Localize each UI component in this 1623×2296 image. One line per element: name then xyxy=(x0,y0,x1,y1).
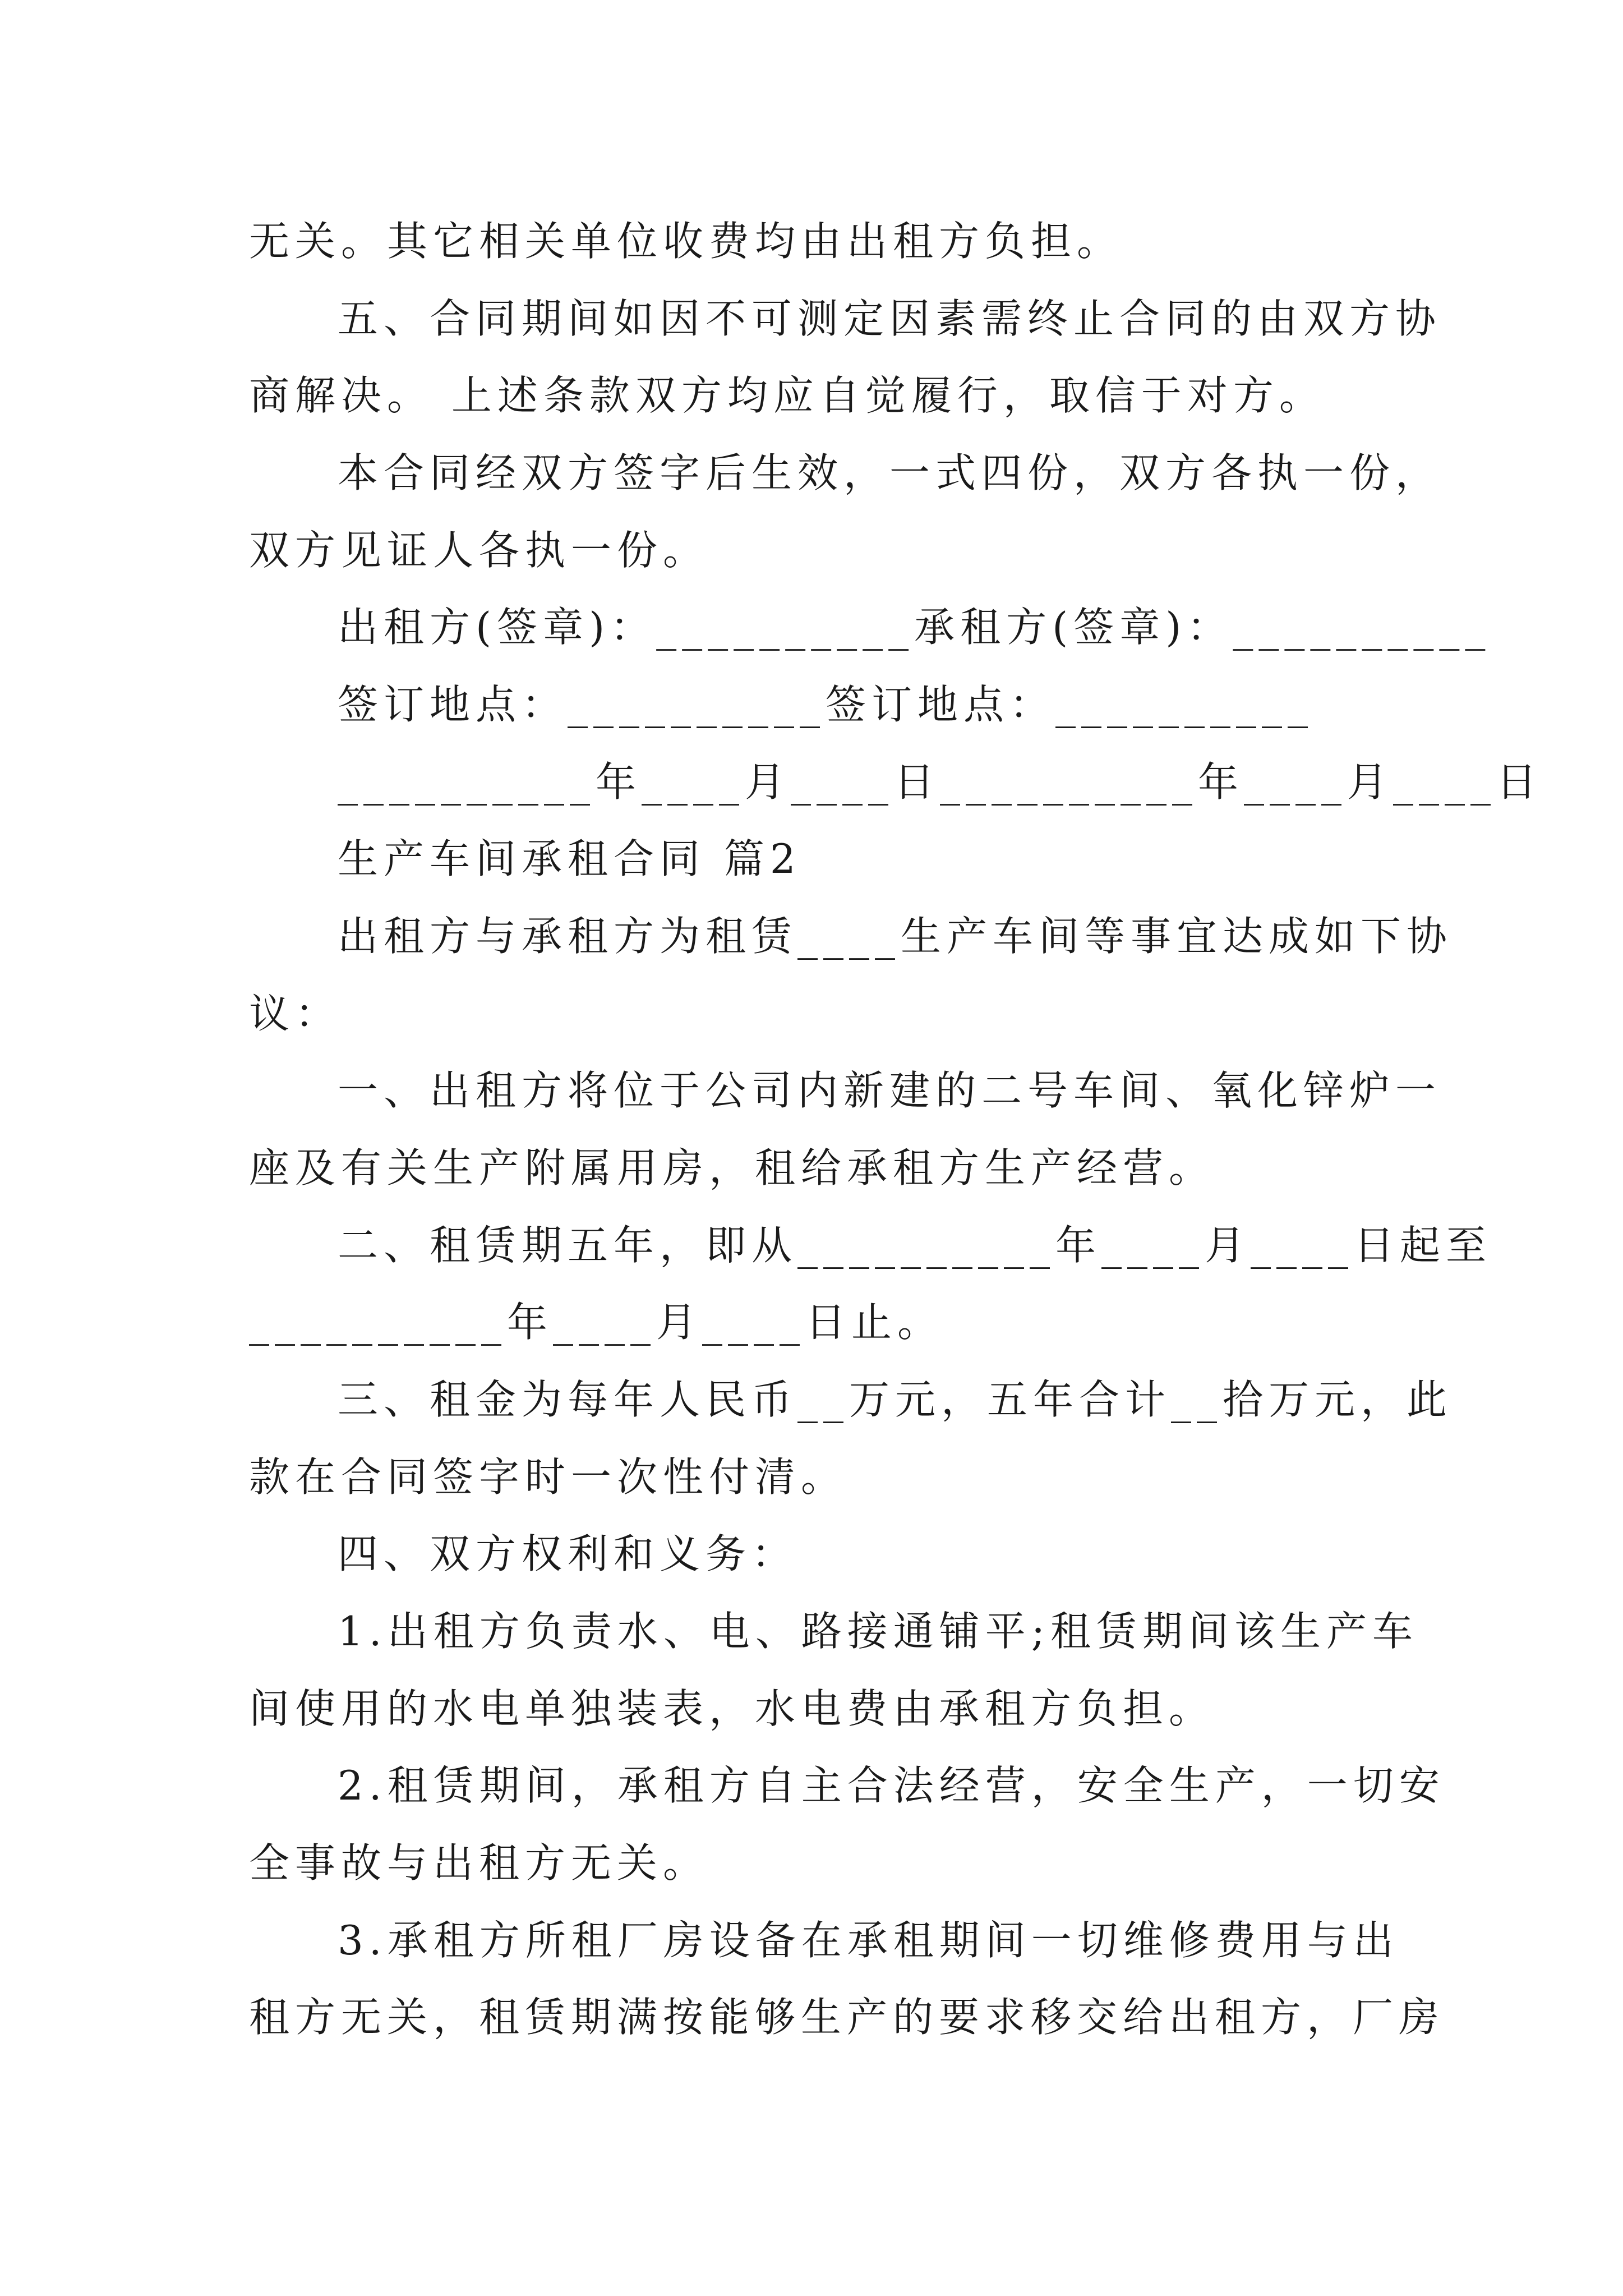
text-line: 四、双方权利和义务： xyxy=(338,1530,798,1577)
text-line: 一、出租方将位于公司内新建的二号车间、氧化锌炉一 xyxy=(338,1067,1442,1114)
text-line: 座及有关生产附属用房，租给承租方生产经营。 xyxy=(249,1144,1215,1191)
text-line: 租方无关，租赁期满按能够生产的要求移交给出租方，厂房 xyxy=(249,1994,1445,2041)
text-line: 五、合同期间如因不可测定因素需终止合同的由双方协 xyxy=(338,295,1442,342)
text-line: 间使用的水电单独装表，水电费由承租方负担。 xyxy=(249,1685,1215,1732)
text-line: 款在合同签字时一次性付清。 xyxy=(249,1453,847,1501)
text-line: 3.承租方所租厂房设备在承租期间一切维修费用与出 xyxy=(338,1917,1399,1964)
text-line: 2.租赁期间，承租方自主合法经营，安全生产，一切安 xyxy=(338,1762,1445,1809)
text-line: 无关。其它相关单位收费均由出租方负担。 xyxy=(249,218,1123,265)
text-line: 全事故与出租方无关。 xyxy=(249,1839,709,1887)
text-line: 1.出租方负责水、电、路接通铺平;租赁期间该生产车 xyxy=(338,1608,1418,1655)
text-line: 二、租赁期五年，即从__________年____月____日起至 xyxy=(338,1222,1492,1269)
date-line: __________年____月____日__________年____月____日 xyxy=(338,758,1542,806)
text-line: 三、租金为每年人民币__万元，五年合计__拾万元，此 xyxy=(338,1376,1453,1423)
signature-line: 出租方(签章)：__________承租方(签章)：__________ xyxy=(338,604,1491,651)
text-line: 本合同经双方签字后生效，一式四份，双方各执一份， xyxy=(338,449,1442,496)
text-line: __________年____月____日止。 xyxy=(249,1299,944,1346)
text-line: 双方见证人各执一份。 xyxy=(249,527,709,574)
text-line: 出租方与承租方为租赁____生产车间等事宜达成如下协 xyxy=(338,913,1453,960)
signing-place-line: 签订地点：__________签订地点：__________ xyxy=(338,681,1314,728)
text-line: 议： xyxy=(249,990,342,1037)
text-line: 商解决。 上述条款双方均应自觉履行，取信于对方。 xyxy=(249,372,1325,419)
section-heading: 生产车间承租合同 篇2 xyxy=(338,835,801,882)
